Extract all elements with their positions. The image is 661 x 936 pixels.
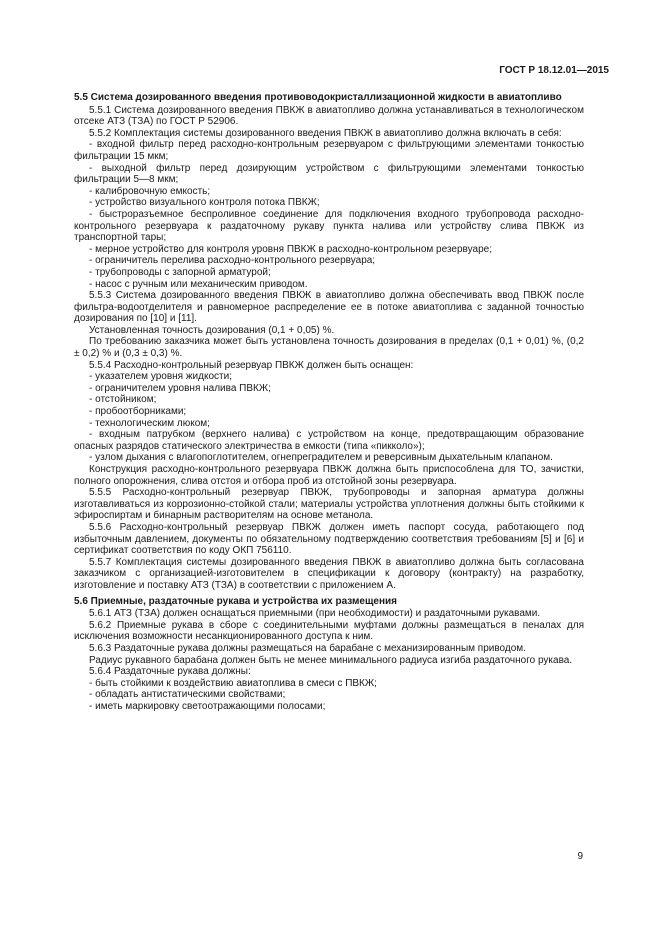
document-code: ГОСТ Р 18.12.01—2015: [499, 65, 609, 76]
list-item: - насос с ручным или механическим приводом.: [89, 278, 308, 290]
paragraph-5-6-1: 5.6.1 АТЗ (ТЗА) должен оснащаться приемными (при необходимости) и раздаточными рукавами.: [89, 608, 541, 620]
list-item: - устройство визуального контроля потока ПВКЖ;: [89, 197, 320, 209]
paragraph-5-5-3: 5.5.3 Система дозированного введения ПВКЖ в авиатопливо должна обеспечивать ввод ПВКЖ после фильтра-водоотделителя и равномерное распределение ее в потоке авиатоплива с заданной точностью дозирования по [10] и [11].: [74, 290, 584, 325]
page-number: 9: [577, 851, 583, 862]
list-item: - мерное устройство для контроля уровня ПВКЖ в расходно-контрольном резервуаре;: [89, 243, 492, 255]
list-item: - быть стойкими к воздействию авиатоплива в смеси с ПВКЖ;: [89, 677, 377, 689]
paragraph-5-5-4: 5.5.4 Расходно-контрольный резервуар ПВКЖ должен быть оснащен:: [89, 359, 414, 371]
list-item: - пробоотборниками;: [89, 406, 187, 418]
paragraph-drum-radius: Радиус рукавного барабана должен быть не менее минимального радиуса изгиба раздаточного рукава.: [89, 654, 573, 666]
list-item: - выходной фильтр перед дозирующим устройством с фильтрующими элементами тонкостью фильтрации 5—8 мкм;: [74, 162, 584, 186]
paragraph-5-6-4: 5.6.4 Раздаточные рукава должны:: [89, 666, 251, 678]
list-item: - отстойником;: [89, 394, 157, 406]
paragraph-5-5-2: 5.5.2 Комплектация системы дозированного введения ПВКЖ в авиатопливо должна включать в себя:: [89, 127, 562, 139]
section-5-6-heading: 5.6 Приемные, раздаточные рукава и устройства их размещения: [74, 595, 397, 607]
list-item: - ограничитель перелива расходно-контрольного резервуара;: [89, 255, 376, 267]
list-item: - указателем уровня жидкости;: [89, 371, 232, 383]
list-item: - иметь маркировку светоотражающими полосами;: [89, 700, 326, 712]
list-item: - калибровочную емкость;: [89, 185, 211, 197]
paragraph-accuracy: Установленная точность дозирования (0,1 + 0,05) %.: [89, 324, 335, 336]
paragraph-5-5-1: 5.5.1 Система дозированного введения ПВКЖ в авиатопливо должна устанавливаться в технологическом отсеке АТЗ (ТЗА) по ГОСТ Р 52906.: [74, 104, 584, 128]
paragraph-5-6-2: 5.6.2 Приемные рукава в сборе с соединительными муфтами должны размещаться в пеналах для исключения возможности несанкционированного доступа к ним.: [74, 619, 584, 643]
paragraph-design: Конструкция расходно-контрольного резервуара ПВКЖ должна быть приспособлена для ТО, зачистки, полного опорожнения, слива отстоя и отбора проб из отстойной зоны резервуара.: [74, 464, 584, 487]
paragraph-customer-accuracy: По требованию заказчика может быть установлена точность дозирования в пределах (0,1 + 0,01) %, (0,2 ± 0,2) % и (0,3 ± 0,3) %.: [74, 336, 584, 360]
list-item: - технологическим люком;: [89, 417, 210, 429]
list-item: - ограничителем уровня налива ПВКЖ;: [89, 382, 271, 394]
list-item: - обладать антистатическими свойствами;: [89, 689, 286, 701]
list-item: - входным патрубком (верхнего налива) с устройством на конце, предотвращающим образование опасных разрядов статического электричества в емкости (типа «пикколо»);: [74, 429, 584, 452]
paragraph-5-5-6: 5.5.6 Расходно-контрольный резервуар ПВКЖ должен иметь паспорт сосуда, работающего под избыточным давлением, документы по обязательному подтверждению соответствия требованиям [5] и [6] и сертификат соответствия по коду ОКП 756110.: [74, 521, 584, 557]
list-item: - быстроразъемное беспроливное соединение для подключения входного трубопровода расходно-контрольного резервуара к раздаточному рукаву пункта налива или устройству слива ПВКЖ из транспортной тары;: [74, 208, 584, 244]
paragraph-5-6-3: 5.6.3 Раздаточные рукава должны размещаться на барабане с механизированным приводом.: [89, 642, 526, 654]
paragraph-5-5-7: 5.5.7 Комплектация системы дозированного введения ПВКЖ в авиатопливо должна быть согласована заказчиком с организацией-изготовителем в спецификации к договору (контракту) на разработку, изготовление и поставку АТЗ (ТЗА) в соответствии с приложением А.: [74, 556, 584, 591]
list-item: - трубопроводы с запорной арматурой;: [89, 266, 271, 278]
list-item: - входной фильтр перед расходно-контрольным резервуаром с фильтрующими элементами тонкостью фильтрации 15 мкм;: [74, 139, 584, 162]
section-5-5-heading: 5.5 Система дозированного введения противоводокристаллизационной жидкости в авиатопливо: [74, 92, 562, 103]
list-item: - узлом дыхания с влагопоглотителем, огнепреградителем и реверсивным дыхательным клапаном.: [89, 452, 553, 464]
page-body: [74, 92, 584, 712]
paragraph-5-5-5: 5.5.5 Расходно-контрольный резервуар ПВКЖ, трубопроводы и запорная арматура должны изготавливаться из коррозионно-стойкой стали; материалы устройства уплотнения должны быть стойкими к эфироспиртам и бинарным растворителям на основе метанола.: [74, 487, 584, 522]
